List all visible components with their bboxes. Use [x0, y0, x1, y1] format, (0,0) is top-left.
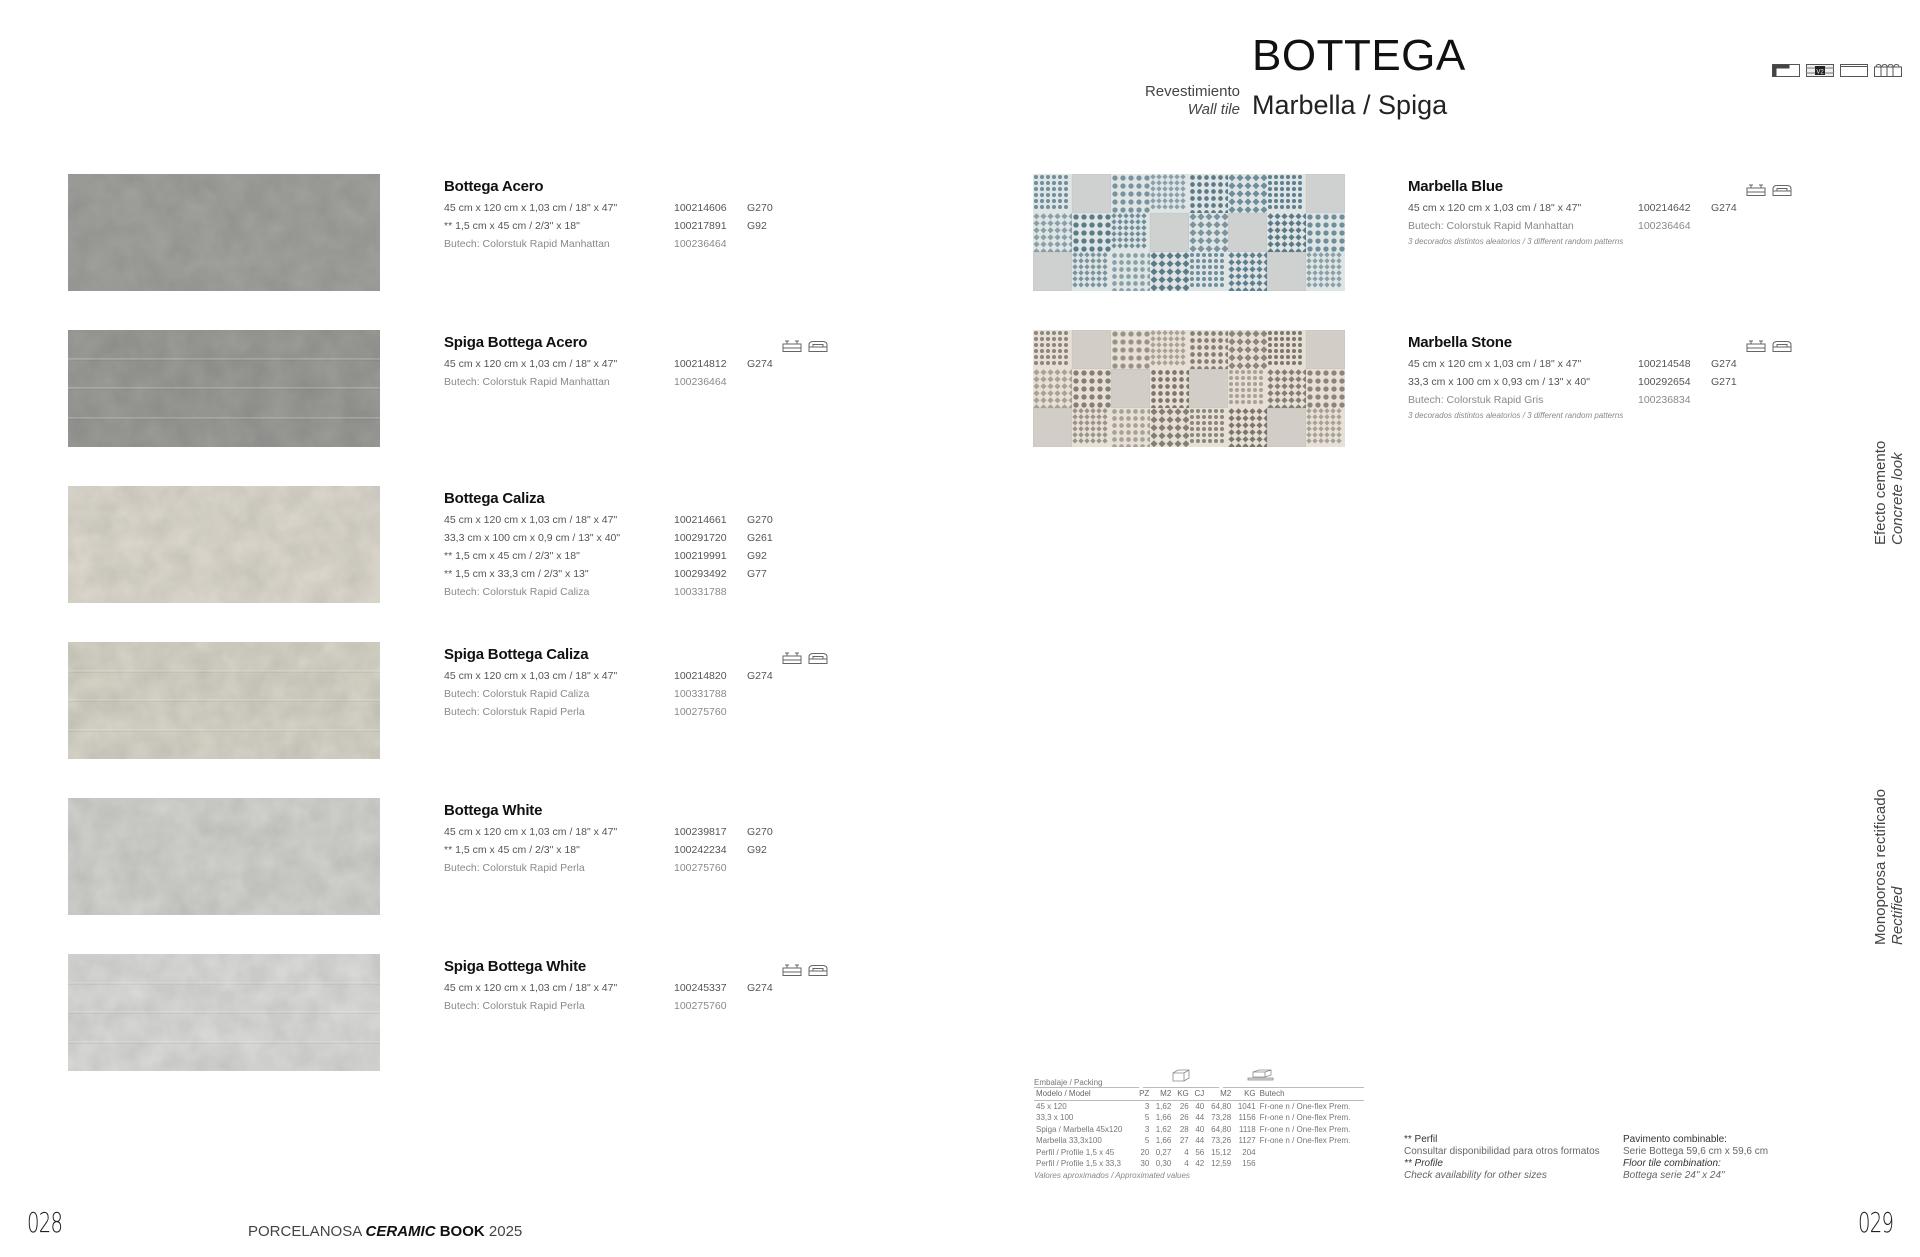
packing-cell: 64,80: [1211, 1101, 1232, 1111]
packing-cell: 73,28: [1211, 1113, 1232, 1123]
product-spec: 45 cm x 120 cm x 1,03 cm / 18" x 47": [444, 514, 618, 526]
packing-cell: 26: [1179, 1113, 1189, 1123]
product-code: 100214812: [674, 358, 727, 370]
packing-row: [1034, 1100, 1364, 1112]
product-spec: 33,3 cm x 100 cm x 0,9 cm / 13" x 40": [444, 532, 621, 544]
monoporosa-badge-icon: [1806, 64, 1834, 77]
box-package-icon: [782, 339, 802, 357]
product-code: 100236464: [1638, 220, 1691, 232]
product-name: Bottega Acero: [444, 178, 544, 195]
product-spec-row: [444, 235, 864, 253]
product-spec-row: [444, 511, 864, 529]
packing-cell: [1258, 1158, 1364, 1170]
product-entry: [444, 490, 864, 601]
product-entry: [444, 802, 864, 877]
packing-cell: 45 x 120: [1036, 1101, 1067, 1111]
body-label: [1873, 789, 1906, 945]
packaging-icons: [782, 651, 828, 669]
product-spec-row: [444, 685, 864, 703]
profile-es-text: Consultar disponibilidad para otros formatos: [1404, 1146, 1600, 1157]
product-spec-row: [444, 217, 864, 235]
packing-cell: 44: [1195, 1113, 1205, 1123]
packing-cell: Spiga / Marbella 45x120: [1036, 1124, 1123, 1134]
book-italic: CERAMIC: [365, 1223, 436, 1240]
pallet-package-icon: [808, 963, 828, 981]
packing-cell: 0,30: [1155, 1159, 1172, 1169]
packing-table: [1034, 1070, 1364, 1180]
series-title: BOTTEGA: [1252, 31, 1466, 80]
box-icon: [1143, 1069, 1219, 1088]
packing-cell: 44: [1195, 1136, 1205, 1146]
product-spec-row: [1408, 217, 1828, 235]
product-code: 100275760: [674, 706, 727, 718]
product-spec: Butech: Colorstuk Rapid Manhattan: [444, 238, 610, 250]
product-spec: 45 cm x 120 cm x 1,03 cm / 18" x 47": [1408, 358, 1582, 370]
packing-cell: 0,27: [1155, 1147, 1172, 1157]
product-spec: 45 cm x 120 cm x 1,03 cm / 18" x 47": [444, 202, 618, 214]
product-code: 100219991: [674, 550, 727, 562]
packing-cell: 1,62: [1155, 1124, 1172, 1134]
product-spec: 45 cm x 120 cm x 1,03 cm / 18" x 47": [444, 826, 618, 838]
product-code: 100236464: [674, 376, 727, 388]
product-note: 3 decorados distintos aleatorios / 3 different random patterns: [1408, 237, 1624, 246]
packing-header-row: [1034, 1088, 1364, 1100]
product-code: 100242234: [674, 844, 727, 856]
product-code: 100331788: [674, 688, 727, 700]
packing-column-header: M2: [1151, 1088, 1173, 1100]
packing-column-header: KG: [1233, 1088, 1257, 1100]
packing-cell: 40: [1195, 1124, 1205, 1134]
packing-cell: Fr-one n / One-flex Prem.: [1259, 1101, 1351, 1111]
product-spec: ** 1,5 cm x 45 cm / 2/3" x 18": [444, 550, 580, 562]
svg-text:V2: V2: [1816, 69, 1824, 76]
packing-row: [1034, 1147, 1364, 1159]
price-group: G92: [747, 220, 767, 232]
price-group: G92: [747, 844, 767, 856]
packing-cell: Fr-one n / One-flex Prem.: [1259, 1113, 1351, 1123]
product-spec: Butech: Colorstuk Rapid Gris: [1408, 394, 1544, 406]
spiga-relief-icon: [1874, 64, 1902, 77]
product-spec-row: [444, 199, 864, 217]
product-spec-row: [444, 565, 864, 583]
packing-column-header: KG: [1173, 1088, 1190, 1100]
ceramic-body-icon: [1772, 64, 1800, 77]
packing-cell: Perfil / Profile 1,5 x 33,3: [1036, 1159, 1121, 1169]
tile-swatch-image: [1033, 330, 1345, 447]
product-code: 100214820: [674, 670, 727, 682]
packing-cell: 3: [1144, 1101, 1150, 1111]
packing-cell: Perfil / Profile 1,5 x 45: [1036, 1147, 1115, 1157]
packaging-icons: [1746, 183, 1792, 201]
product-code: 100275760: [674, 1000, 727, 1012]
box-package-icon: [1746, 183, 1766, 201]
tile-swatch-image: [68, 330, 380, 447]
price-group: G274: [747, 358, 773, 370]
product-name: Bottega Caliza: [444, 490, 545, 507]
product-spec: Butech: Colorstuk Rapid Perla: [444, 706, 585, 718]
product-type-icons: [1772, 64, 1902, 77]
box-package-icon: [782, 963, 802, 981]
packing-cell: Fr-one n / One-flex Prem.: [1259, 1136, 1351, 1146]
tile-swatch-image: [68, 174, 380, 291]
floor-combination-note: [1623, 1134, 1768, 1182]
product-code: 100214642: [1638, 202, 1691, 214]
book-year: 2025: [488, 1223, 523, 1240]
product-spec: 45 cm x 120 cm x 1,03 cm / 18" x 47": [444, 982, 618, 994]
product-name: Marbella Blue: [1408, 178, 1503, 195]
profile-en-title: ** Profile: [1404, 1158, 1443, 1169]
product-spec-row: [444, 583, 864, 601]
tile-swatch-image: [68, 798, 380, 915]
tile-swatch-image: [1033, 174, 1345, 291]
price-group: G274: [747, 670, 773, 682]
product-code: 100291720: [674, 532, 727, 544]
packing-row: [1034, 1112, 1364, 1124]
packing-cell: 1118: [1239, 1124, 1256, 1134]
product-code: 100331788: [674, 586, 727, 598]
profile-en-text: Check availability for other sizes: [1404, 1170, 1547, 1181]
packing-footnote: Valores aproximados / Approximated values: [1034, 1170, 1190, 1180]
product-spec: 45 cm x 120 cm x 1,03 cm / 18" x 47": [444, 358, 618, 370]
product-spec-row: [444, 547, 864, 565]
price-group: G92: [747, 550, 767, 562]
packaging-icons: [1746, 339, 1792, 357]
floor-es-title: Pavimento combinable:: [1623, 1134, 1727, 1145]
product-code: 100236834: [1638, 394, 1691, 406]
packing-cell: 1156: [1238, 1113, 1256, 1123]
packaging-icons: [782, 963, 828, 981]
book-word: BOOK: [439, 1223, 485, 1240]
product-spec-row: [1408, 391, 1828, 409]
product-spec: Butech: Colorstuk Rapid Manhattan: [444, 376, 610, 388]
footer-brand: [248, 1223, 522, 1240]
packing-cell: 30: [1140, 1159, 1150, 1169]
body-label-en: Rectified: [1888, 886, 1906, 945]
packing-cell: 1,66: [1155, 1113, 1172, 1123]
product-code: 100239817: [674, 826, 727, 838]
packing-cell: 4: [1184, 1147, 1189, 1157]
page-number-right: 029: [1858, 1206, 1894, 1239]
floor-es-text: Serie Bottega 59,6 cm x 59,6 cm: [1623, 1146, 1769, 1157]
packing-row: [1034, 1158, 1364, 1170]
packaging-icons: [782, 339, 828, 357]
packing-row: [1034, 1135, 1364, 1147]
finish-label-es: Efecto cemento: [1872, 440, 1889, 545]
packing-column-header: PZ: [1135, 1088, 1151, 1100]
price-group: G261: [747, 532, 773, 544]
product-spec: ** 1,5 cm x 45 cm / 2/3" x 18": [444, 220, 580, 232]
packing-cell: 4: [1184, 1159, 1189, 1169]
floor-en-text: Bottega serie 24" x 24": [1623, 1170, 1725, 1181]
packing-cell: 1,66: [1155, 1136, 1172, 1146]
product-spec-row: [444, 703, 864, 721]
page-number-left: 028: [27, 1206, 63, 1239]
packing-cell: 42: [1195, 1159, 1205, 1169]
packing-cell: 5: [1144, 1136, 1150, 1146]
packing-row: [1034, 1124, 1364, 1136]
pallet-package-icon: [1772, 183, 1792, 201]
packing-cell: 73,26: [1211, 1136, 1232, 1146]
product-spec: 33,3 cm x 100 cm x 0,93 cm / 13" x 40": [1408, 376, 1590, 388]
pallet-package-icon: [808, 339, 828, 357]
packing-column-header: CJ: [1191, 1088, 1206, 1100]
price-group: G274: [747, 982, 773, 994]
price-group: G274: [1711, 202, 1737, 214]
packing-cell: Fr-one n / One-flex Prem.: [1259, 1124, 1351, 1134]
packing-cell: 15,12: [1211, 1147, 1232, 1157]
product-code: 100275760: [674, 862, 727, 874]
product-spec-row: [444, 997, 864, 1015]
product-code: 100293492: [674, 568, 727, 580]
product-spec: 45 cm x 120 cm x 1,03 cm / 18" x 47": [1408, 202, 1582, 214]
packing-cell: 12,59: [1211, 1159, 1232, 1169]
pallet-package-icon: [1772, 339, 1792, 357]
product-code: 100214661: [674, 514, 727, 526]
rectified-edge-icon: [1840, 64, 1868, 77]
profile-note: [1404, 1134, 1600, 1182]
product-spec-row: [1408, 355, 1828, 373]
box-package-icon: [1746, 339, 1766, 357]
product-spec-row: [444, 823, 864, 841]
packing-title: Embalaje / Packing: [1034, 1069, 1139, 1088]
collections-subtitle: Marbella / Spiga: [1252, 90, 1448, 120]
packing-cell: 56: [1195, 1147, 1205, 1157]
product-spec: Butech: Colorstuk Rapid Perla: [444, 862, 585, 874]
packing-column-header: Modelo / Model: [1034, 1088, 1135, 1100]
packing-cell: 5: [1144, 1113, 1150, 1123]
price-group: G271: [1711, 376, 1737, 388]
price-group: G77: [747, 568, 767, 580]
finish-label-en: Concrete look: [1888, 452, 1906, 545]
product-spec-row: [444, 667, 864, 685]
box-package-icon: [782, 651, 802, 669]
product-name: Spiga Bottega Caliza: [444, 646, 589, 663]
product-spec: ** 1,5 cm x 45 cm / 2/3" x 18": [444, 844, 580, 856]
product-code: 100214548: [1638, 358, 1691, 370]
product-code: 100236464: [674, 238, 727, 250]
profile-es-title: ** Perfil: [1404, 1134, 1438, 1145]
product-name: Marbella Stone: [1408, 334, 1512, 351]
product-spec-row: [444, 373, 864, 391]
packing-cell: 204: [1242, 1147, 1256, 1157]
product-spec: Butech: Colorstuk Rapid Perla: [444, 1000, 585, 1012]
product-code: 100214606: [674, 202, 727, 214]
packing-cell: 1041: [1237, 1101, 1256, 1111]
body-label-es: Monoporosa rectificado: [1872, 789, 1889, 945]
product-name: Bottega White: [444, 802, 543, 819]
packing-cell: 26: [1179, 1101, 1189, 1111]
product-entry: [444, 178, 864, 253]
product-code: 100245337: [674, 982, 727, 994]
product-spec: Butech: Colorstuk Rapid Manhattan: [1408, 220, 1574, 232]
packing-cell: 156: [1242, 1159, 1256, 1169]
tile-swatch-image: [68, 486, 380, 603]
category-spanish: Revestimiento: [1144, 83, 1240, 100]
tile-swatch-image: [68, 954, 380, 1071]
packing-cell: 1,62: [1155, 1101, 1172, 1111]
packing-cell: 40: [1195, 1101, 1205, 1111]
packing-cell: 64,80: [1211, 1124, 1232, 1134]
packing-cell: 1127: [1238, 1136, 1256, 1146]
packing-cell: Marbella 33,3x100: [1036, 1136, 1102, 1146]
packing-cell: 20: [1140, 1147, 1150, 1157]
packing-cell: [1258, 1147, 1364, 1159]
price-group: G274: [1711, 358, 1737, 370]
packing-column-header: Butech: [1258, 1088, 1364, 1100]
floor-en-title: Floor tile combination:: [1623, 1158, 1721, 1169]
product-spec-row: [444, 979, 864, 997]
product-note: 3 decorados distintos aleatorios / 3 different random patterns: [1408, 411, 1624, 420]
price-group: G270: [747, 514, 773, 526]
packing-cell: 27: [1179, 1136, 1189, 1146]
product-spec: Butech: Colorstuk Rapid Caliza: [444, 586, 590, 598]
packing-cell: 3: [1144, 1124, 1150, 1134]
product-spec-row: [1408, 373, 1828, 391]
product-name: Spiga Bottega Acero: [444, 334, 588, 351]
product-name: Spiga Bottega White: [444, 958, 587, 975]
product-spec-row: [444, 859, 864, 877]
tile-swatch-image: [68, 642, 380, 759]
product-code: 100217891: [674, 220, 727, 232]
product-spec: 45 cm x 120 cm x 1,03 cm / 18" x 47": [444, 670, 618, 682]
pallet-package-icon: [808, 651, 828, 669]
finish-label: [1873, 441, 1906, 545]
product-spec-row: [444, 841, 864, 859]
brand-name: PORCELANOSA: [248, 1223, 362, 1240]
product-code: 100292654: [1638, 376, 1691, 388]
price-group: G270: [747, 826, 773, 838]
category-english: Wall tile: [1187, 101, 1240, 118]
product-spec-row: [444, 529, 864, 547]
product-spec-row: [444, 355, 864, 373]
pallet-icon: [1223, 1069, 1364, 1088]
product-spec: ** 1,5 cm x 33,3 cm / 2/3" x 13": [444, 568, 589, 580]
product-spec: Butech: Colorstuk Rapid Caliza: [444, 688, 590, 700]
packing-cell: 28: [1179, 1124, 1189, 1134]
product-spec-row: [1408, 199, 1828, 217]
price-group: G270: [747, 202, 773, 214]
packing-column-header: M2: [1206, 1088, 1233, 1100]
packing-cell: 33,3 x 100: [1036, 1113, 1074, 1123]
